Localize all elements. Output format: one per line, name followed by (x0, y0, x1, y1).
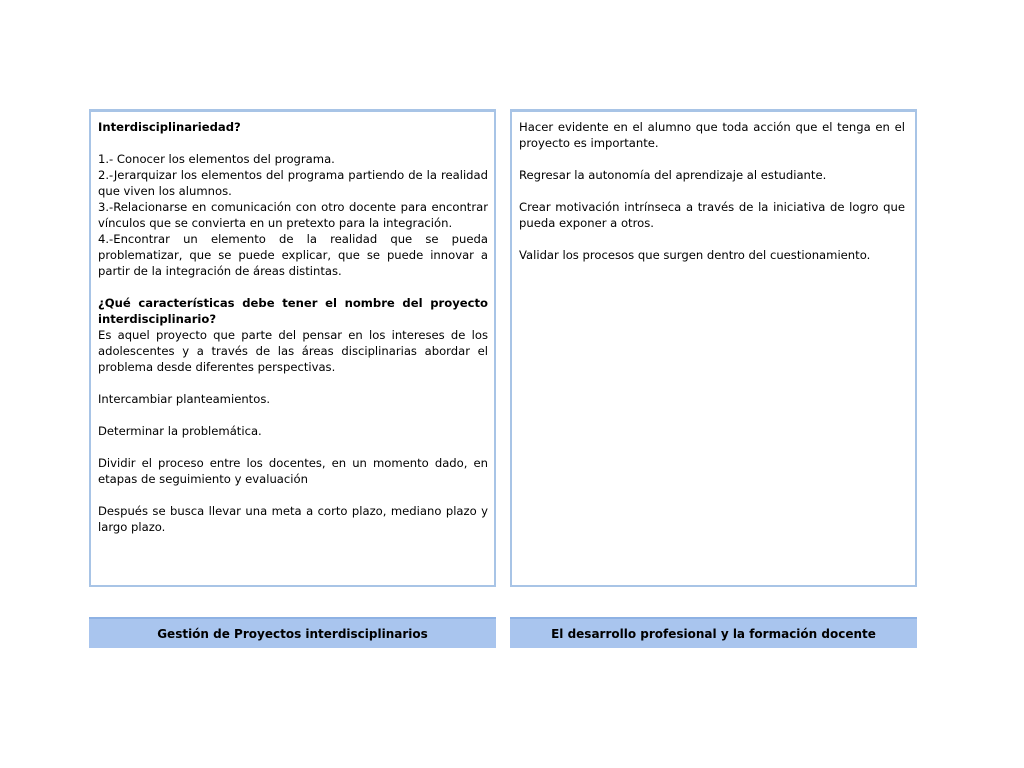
step-1: 1.- Conocer los elementos del programa. (98, 152, 335, 166)
item-intercambiar: Intercambiar planteamientos. (98, 392, 271, 406)
footer-right-text: El desarrollo profesional y la formación docente (551, 626, 876, 641)
project-answer: Es aquel proyecto que parte del pensar en los intereses de los adolescentes y a través de las áreas disciplinarias abordar el problema desde diferentes perspectivas. (98, 328, 488, 374)
right-paragraph-1: Hacer evidente en el alumno que toda acción que el tenga en el proyecto es importante. (519, 120, 905, 150)
right-paragraph-4: Validar los procesos que surgen dentro del cuestionamiento. (519, 248, 871, 262)
panel-heading: Interdisciplinariedad? (98, 120, 241, 134)
step-2: 2.-Jerarquizar los elementos del programa partiendo de la realidad que viven los alumnos. (98, 168, 488, 198)
footer-left-text: Gestión de Proyectos interdisciplinarios (157, 626, 428, 641)
step-3: 3.-Relacionarse en comunicación con otro docente para encontrar vínculos que se convierta en un pretexto para la integración. (98, 200, 488, 230)
footer-label-left (89, 617, 496, 648)
project-question: ¿Qué características debe tener el nombre del proyecto interdisciplinario? (98, 296, 488, 326)
right-text-panel (510, 109, 917, 587)
footer-label-right (510, 617, 917, 648)
right-paragraph-2: Regresar la autonomía del aprendizaje al estudiante. (519, 168, 827, 182)
item-dividir: Dividir el proceso entre los docentes, en un momento dado, en etapas de seguimiento y evaluación (98, 456, 488, 486)
step-4: 4.-Encontrar un elemento de la realidad que se pueda problematizar, que se puede explicar, que se puede innovar a partir de la integración de áreas distintas. (98, 232, 488, 278)
item-despues: Después se busca llevar una meta a corto plazo, mediano plazo y largo plazo. (98, 504, 488, 534)
left-text-panel (89, 109, 496, 587)
item-determinar: Determinar la problemática. (98, 424, 262, 438)
right-paragraph-3: Crear motivación intrínseca a través de la iniciativa de logro que pueda exponer a otros. (519, 200, 905, 230)
